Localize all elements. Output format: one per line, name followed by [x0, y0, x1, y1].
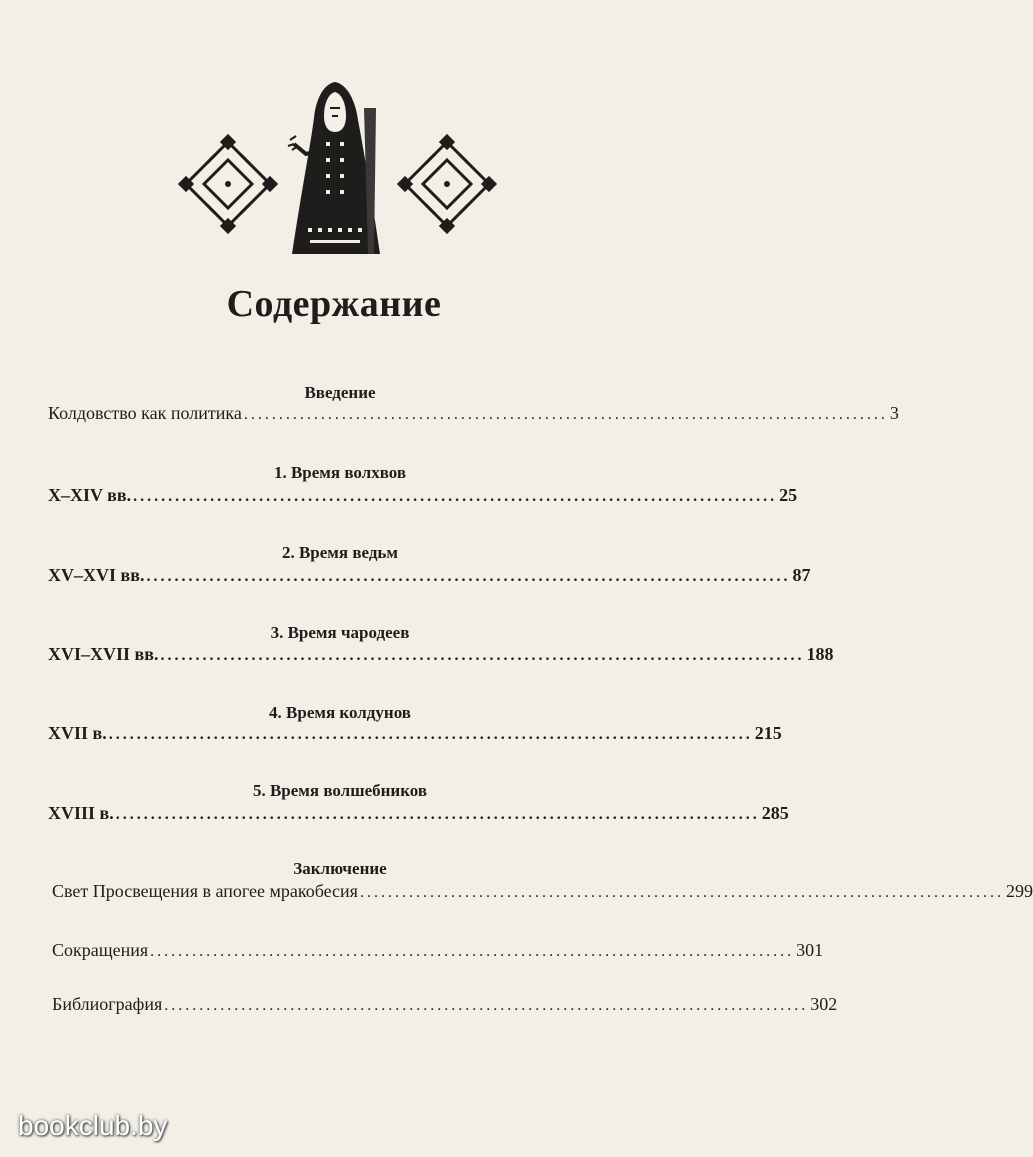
- site-watermark: bookclub.by: [18, 1110, 168, 1141]
- leader-dots: ............................................................................................: [164, 997, 809, 1014]
- toc-entry[interactable]: [52, 993, 838, 1015]
- toc-entry-page: 87: [792, 565, 811, 585]
- toc-entry[interactable]: [52, 880, 1033, 902]
- rhombus-ornament-icon: [399, 136, 495, 232]
- rhombus-ornament-icon: [180, 136, 276, 232]
- toc-entry-label: Колдовство как политика: [48, 403, 242, 423]
- leader-dots: ............................................................................................: [146, 568, 791, 585]
- toc-entry-label: XVI–XVII вв.: [48, 644, 159, 664]
- leader-dots: ............................................................................................: [359, 884, 1004, 901]
- toc-entry-page: 3: [889, 403, 899, 423]
- toc-entry-label: Свет Просвещения в апогее мракобесия: [52, 881, 358, 901]
- section-heading: 1. Время волхвов: [273, 463, 407, 482]
- sorcerer-figure-icon: [280, 78, 390, 258]
- toc-entry[interactable]: [52, 939, 824, 961]
- section-heading: Заключение: [293, 859, 387, 878]
- toc-entry-label: X–XIV вв.: [48, 485, 132, 505]
- section-heading: 3. Время чародеев: [270, 623, 410, 642]
- section-heading: 4. Время колдунов: [269, 703, 411, 722]
- toc-entry-page: 302: [810, 994, 838, 1014]
- toc-entry[interactable]: [48, 722, 782, 744]
- toc-entry-page: 285: [761, 803, 789, 823]
- leader-dots: ............................................................................................: [115, 806, 760, 823]
- section-heading: 5. Время волшебников: [252, 781, 428, 800]
- toc-entry[interactable]: [48, 802, 789, 824]
- toc-entry-label: XVII в.: [48, 723, 107, 743]
- leader-dots: ............................................................................................: [150, 943, 795, 960]
- page-title: Содержание: [226, 283, 442, 325]
- section-heading: Введение: [304, 383, 376, 402]
- toc-entry-page: 299: [1005, 881, 1033, 901]
- toc-entry-label: Сокращения: [52, 940, 149, 960]
- leader-dots: ............................................................................................: [160, 647, 805, 664]
- toc-entry[interactable]: [48, 564, 811, 586]
- toc-entry-label: Библиография: [52, 994, 163, 1014]
- leader-dots: ............................................................................................: [243, 406, 888, 423]
- toc-entry-label: XV–XVI вв.: [48, 565, 145, 585]
- toc-entry-label: XVIII в.: [48, 803, 114, 823]
- toc-entry[interactable]: [48, 484, 798, 506]
- toc-entry-page: 215: [754, 723, 782, 743]
- leader-dots: ............................................................................................: [133, 488, 778, 505]
- toc-entry-page: 301: [796, 940, 824, 960]
- toc-entry-page: 188: [806, 644, 834, 664]
- toc-entry[interactable]: [48, 643, 834, 665]
- ornament-header: [0, 78, 700, 268]
- section-heading: 2. Время ведьм: [281, 543, 399, 562]
- toc-entry[interactable]: [48, 402, 899, 424]
- leader-dots: ............................................................................................: [108, 726, 753, 743]
- toc-entry-page: 25: [779, 485, 798, 505]
